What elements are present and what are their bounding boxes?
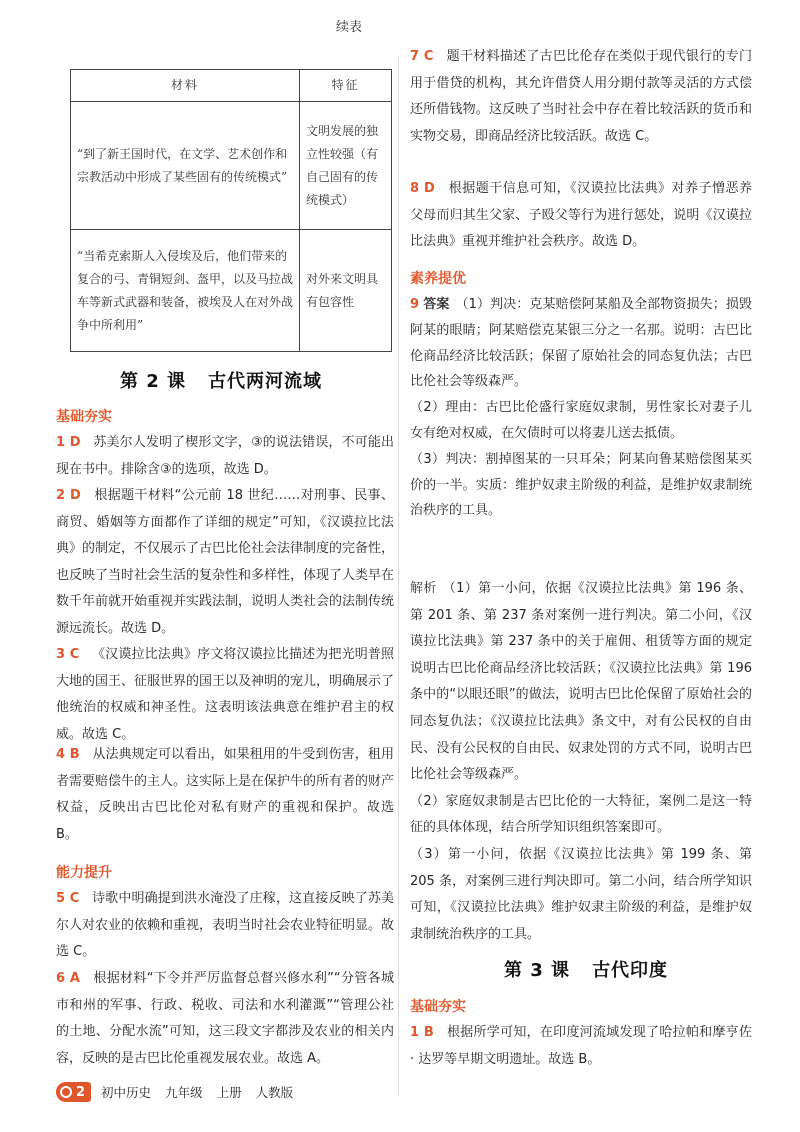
lesson-3-number: 第 3 课 xyxy=(504,960,571,981)
answer-text: 根据题干信息可知，《汉谟拉比法典》对养子憎恶养父母而归其生父家、子殴父等行为进行惩处，说明《汉谟拉比法典》重视并维护社会秩序。故选 D。 xyxy=(410,181,752,250)
section-ability-heading: 能力提升 xyxy=(56,865,112,881)
continued-label: 续表 xyxy=(336,20,363,35)
lesson-2-title: 古代两河流域 xyxy=(208,371,323,392)
page-number: 2 xyxy=(76,1084,86,1100)
section-basic-heading: 基础夯实 xyxy=(56,409,112,425)
answer-item xyxy=(56,642,394,748)
answer-item xyxy=(410,1020,752,1073)
answer-item xyxy=(56,742,394,848)
answer-text: 从法典规定可以看出，如果租用的牛受到伤害，租用者需要赔偿牛的主人。这实际上是在保护牛的所有者的财产权益，反映出古巴比伦对私有财产的重视和保护。故选 B。 xyxy=(56,747,395,842)
answer-text: 根据所学可知，在印度河流域发现了哈拉帕和摩亨佐 · 达罗等早期文明遗址。故选 B。 xyxy=(410,1025,752,1067)
answer-item xyxy=(56,430,394,483)
analysis-part-3: （3）第一小问，依据《汉谟拉比法典》第 199 条、第 205 条，对案例三进行判决即可。第二小问，结合所学知识可知，《汉谟拉比法典》维护奴隶主阶级的利益，是维护奴隶制统治秩序的工具。 xyxy=(410,846,752,942)
answer-text: 诗歌中明确提到洪水淹没了庄稼，这直接反映了苏美尔人对农业的依赖和重视，表明当时社会农业特征明显。故选 C。 xyxy=(56,891,395,960)
answer-text: 《汉谟拉比法典》序文将汉谟拉比描述为把光明普照大地的国王、征服世界的国王以及神明的宠儿，明确展示了他统治的权威和神圣性。这表明该法典意在维护君主的权威。故选 C。 xyxy=(56,647,395,742)
lesson-2-heading xyxy=(120,367,322,393)
answer-item-9 xyxy=(410,292,752,524)
answer-number: 8 D xyxy=(410,181,435,196)
page-footer xyxy=(56,1082,307,1102)
lesson-3-heading xyxy=(504,956,668,982)
answer-number: 6 A xyxy=(56,971,80,986)
table-row xyxy=(71,102,392,230)
table-header-feature: 特征 xyxy=(300,70,392,102)
lesson-3-title: 古代印度 xyxy=(592,960,669,981)
footer-edition: 人教版 xyxy=(255,1085,294,1100)
table-cell-material: “当希克索斯人入侵埃及后，他们带来的复合的弓、青铜短剑、盔甲，以及马拉战车等新式武器和装备，被埃及人在对外战争中所利用” xyxy=(71,230,300,352)
answer-text: 苏美尔人发明了楔形文字，③的说法错误，不可能出现在书中。排除含③的选项，故选 D。 xyxy=(56,435,394,477)
answer-number: 3 C xyxy=(56,647,80,662)
answer-number: 4 B xyxy=(56,747,80,762)
answer-number: 7 C xyxy=(410,49,434,64)
footer-volume: 上册 xyxy=(216,1085,242,1100)
answer-number: 5 C xyxy=(56,891,80,906)
answer-number: 1 D xyxy=(56,435,81,450)
answer-part-1: （1）判决：克某赔偿阿某船及全部物资损失；损毁阿某的眼睛；阿某赔偿克某银三分之一名那。说明：古巴比伦商品经济比较活跃；保留了原始社会的同态复仇法；古巴比伦社会等级森严。 xyxy=(410,297,752,390)
table-header-material: 材料 xyxy=(71,70,300,102)
answer-item xyxy=(56,966,394,1072)
analysis-part-2: （2）家庭奴隶制是古巴比伦的一大特征，案例二是这一特征的具体体现，结合所学知识组织答案即可。 xyxy=(410,793,752,836)
answer-part-2: （2）理由：古巴比伦盛行家庭奴隶制，男性家长对妻子儿女有绝对权威，在欠债时可以将妻儿送去抵债。 xyxy=(410,400,752,441)
table-cell-feature: 文明发展的独立性较强（有自己固有的传统模式） xyxy=(300,102,392,230)
answer-item xyxy=(410,44,752,150)
answer-number: 1 B xyxy=(410,1025,434,1040)
table-row xyxy=(71,230,392,352)
answer-item xyxy=(56,886,394,966)
footer-subject: 初中历史 xyxy=(101,1085,152,1100)
answer-item xyxy=(410,176,752,256)
page-number-badge xyxy=(56,1082,91,1102)
answer-label: 答案 xyxy=(423,297,450,312)
analysis-label: 解析 xyxy=(410,581,437,596)
section-quality-heading: 素养提优 xyxy=(410,271,466,287)
answer-text: 根据题干材料“公元前 18 世纪……对刑事、民事、商贸、婚姻等方面都作了详细的规定”可知，《汉谟拉比法典》的制定，不仅展示了古巴比伦社会法律制度的完备性，也反映了当时社会生活的复杂性和多样性，体现了人类早在数千年前就开始重视并实践法制，说明人类社会的法制传统源远流长。故选 D。 xyxy=(56,488,395,636)
footer-grade: 九年级 xyxy=(165,1085,203,1100)
answer-number: 9 xyxy=(410,297,420,312)
answer-text: 根据材料“下令并严厉监督总督兴修水利”“分管各城市和州的军事、行政、税收、司法和水利灌溉”“管理公社的土地、分配水流”可知，这三段文字都涉及农业的相关内容，反映的是古巴比伦重视发展农业。故选 A。 xyxy=(56,971,394,1066)
answer-number: 2 D xyxy=(56,488,81,503)
section-basic-heading-l3: 基础夯实 xyxy=(410,999,466,1015)
answer-text: 题干材料描述了古巴比伦存在类似于现代银行的专门用于借贷的机构，其允许借贷人用分期付款等灵活的方式偿还所借钱物。这反映了当时社会中存在着比较活跃的货币和实物交易，即商品经济比较活跃。故选 C。 xyxy=(410,49,752,144)
table-cell-feature: 对外来文明具有包容性 xyxy=(300,230,392,352)
answer-item xyxy=(56,483,394,643)
analysis-block xyxy=(410,576,752,948)
lesson-2-number: 第 2 课 xyxy=(120,371,187,392)
column-divider xyxy=(398,56,399,1096)
analysis-part-1: （1）第一小问，依据《汉谟拉比法典》第 196 条、第 201 条、第 237 条对案例一进行判决。第二小问，《汉谟拉比法典》第 237 条中的关于雇佣、租赁等方面的规定说明古巴比伦商品经济比较活跃；《汉谟拉比法典》第 196 条中的“以眼还眼”的做法，说明古巴比伦保留了原始社会的同态复仇法；《汉谟拉比法典》条文中，对有公民权的自由民、没有公民权的自由民、奴隶处罚的方式不同，说明古巴比伦社会等级森严。 xyxy=(410,581,752,783)
badge-ring-icon xyxy=(60,1086,72,1098)
answer-part-3: （3）判决：割掉图某的一只耳朵；阿某向鲁某赔偿图某买价的一半。实质：维护奴隶主阶级的利益，是维护奴隶制统治秩序的工具。 xyxy=(410,451,752,519)
table-header-row xyxy=(71,70,392,102)
table-cell-material: “到了新王国时代，在文学、艺术创作和宗教活动中形成了某些固有的传统模式” xyxy=(71,102,300,230)
material-table xyxy=(70,69,392,352)
